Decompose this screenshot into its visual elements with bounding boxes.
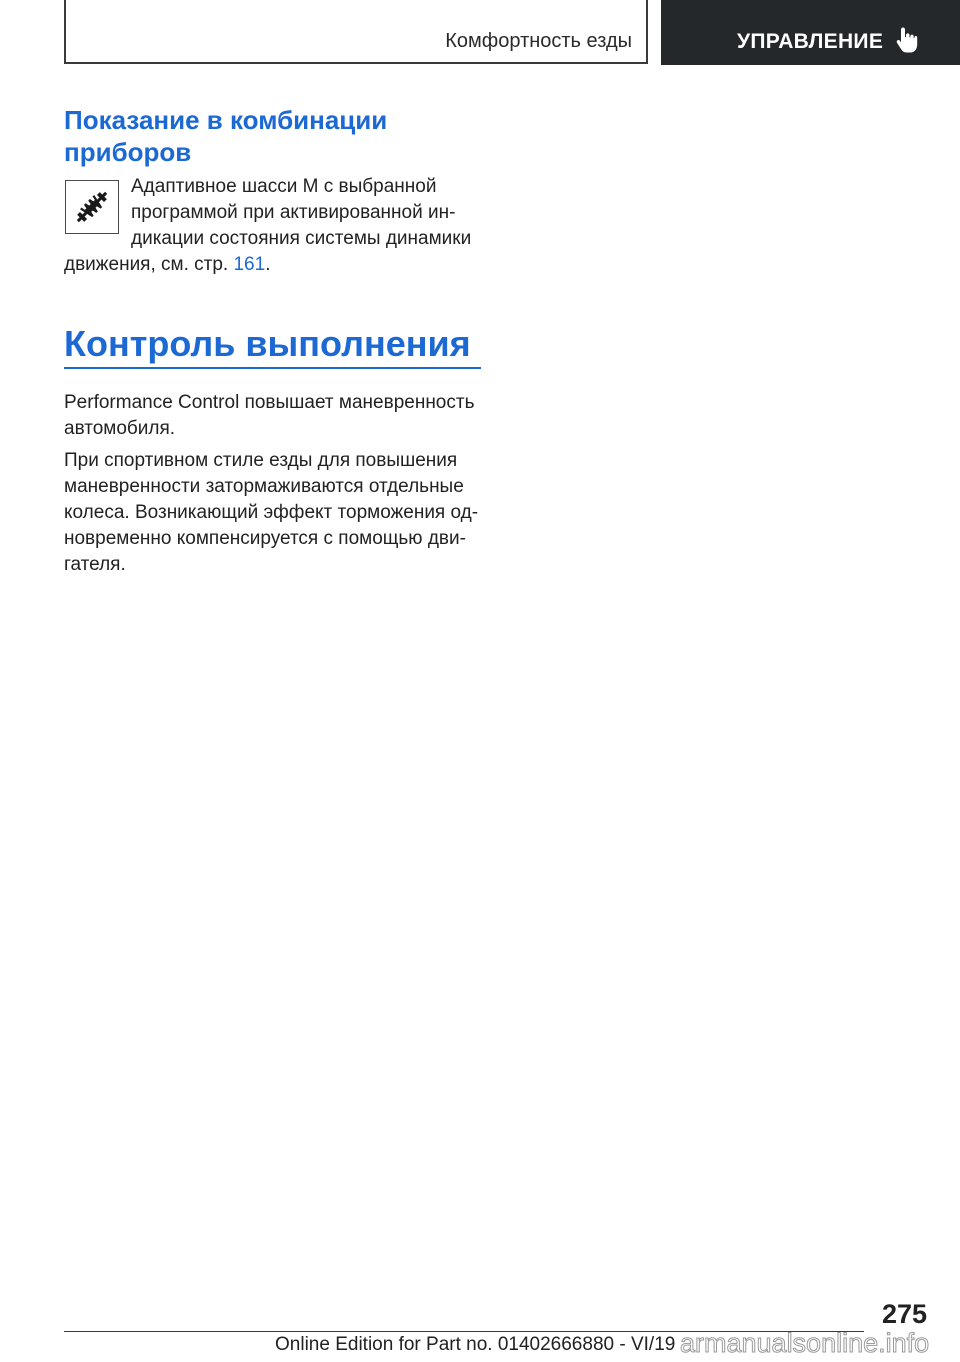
section-divider	[64, 367, 481, 369]
display-text-body: Адаптивное шасси M с выбранной программой при активированной индикации состояния системы динамики движения, см. стр.	[64, 176, 472, 275]
page-reference-link[interactable]: 161	[233, 254, 266, 275]
performance-section-heading: Контроль выполнения	[64, 323, 471, 364]
header-chapter-box	[661, 0, 960, 65]
display-section-heading: Показание в комбинации приборов	[64, 105, 388, 167]
icon-spacer	[64, 174, 131, 250]
watermark: armanualsonline.info	[680, 1328, 930, 1358]
page-number: 275	[881, 1299, 927, 1329]
section-title: Комфортность езды	[445, 30, 632, 52]
performance-paragraph-2: При спортивном стиле езды для повышения маневренности затормаживаются отдельные колеса. Возникающий эффект торможения одновременно компенсируется с помощью двигателя.	[64, 450, 479, 575]
header-section-box	[64, 0, 648, 64]
hand-pointer-icon	[895, 26, 919, 54]
display-section-text	[64, 174, 484, 278]
performance-paragraph-1: Performance Control повышает маневренность автомобиля.	[64, 392, 475, 439]
chapter-title: УПРАВЛЕНИЕ	[737, 30, 884, 53]
display-text-end: .	[265, 254, 271, 275]
footer-edition-text: Online Edition for Part no. 01402666880 - VI/19	[275, 1334, 676, 1355]
